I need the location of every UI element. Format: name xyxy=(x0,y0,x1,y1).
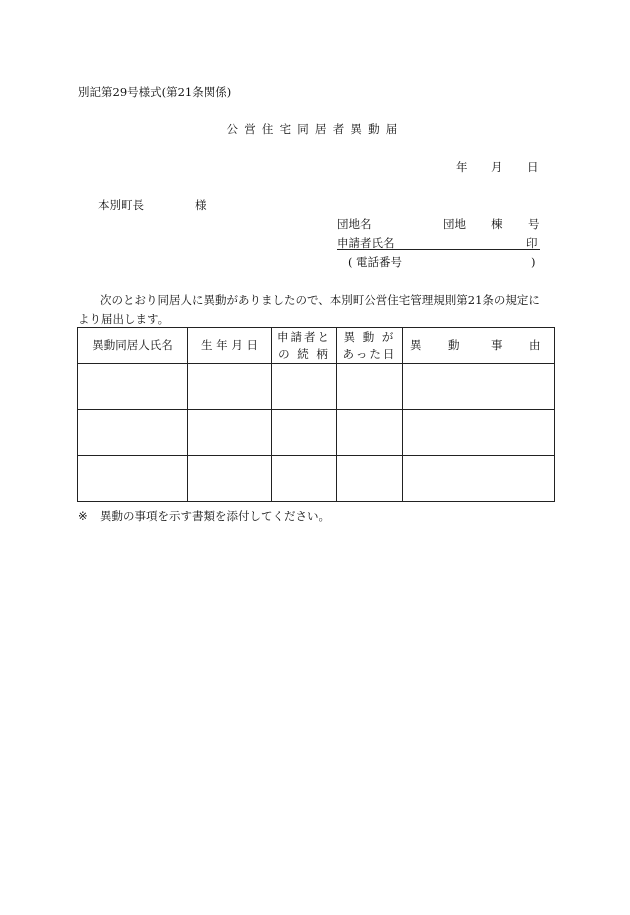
header-birthdate: 生 年 月 日 xyxy=(188,328,272,364)
header-relation xyxy=(272,328,337,364)
note-text: 異動の事項を示す書類を添付してください。 xyxy=(100,509,330,523)
applicant-name-label: 申請者氏名 xyxy=(337,236,395,250)
header-change-date xyxy=(337,328,403,364)
cell-birthdate[interactable] xyxy=(188,456,272,502)
body-text-line1: 次のとおり同居人に異動がありましたので、本別町公営住宅管理規則第21条の規定に xyxy=(100,293,540,307)
header-relation-line1: 申請者と xyxy=(277,330,331,345)
body-text-line2: より届出します。 xyxy=(78,312,170,326)
addressee-name: 本別町長 xyxy=(98,198,144,212)
table-row xyxy=(78,456,555,502)
cell-birthdate[interactable] xyxy=(188,410,272,456)
cell-change-date[interactable] xyxy=(337,456,403,502)
danchi-name-label: 団地名 xyxy=(337,217,372,231)
cell-reason[interactable] xyxy=(403,364,555,410)
header-reason-char: 動 xyxy=(448,338,460,353)
seal-label: 印 xyxy=(526,236,538,250)
phone-number-label: 電話番号 xyxy=(356,255,402,269)
note-mark: ※ xyxy=(78,509,88,523)
unit-number-label: 号 xyxy=(528,217,540,231)
header-reason-char: 異 xyxy=(410,338,422,353)
date-month-label: 月 xyxy=(491,160,503,174)
date-year-label: 年 xyxy=(456,160,468,174)
phone-close-paren: ) xyxy=(531,255,536,269)
cell-reason[interactable] xyxy=(403,456,555,502)
header-reason-char: 由 xyxy=(529,338,541,353)
table-header-row xyxy=(78,328,555,364)
cell-change-date[interactable] xyxy=(337,364,403,410)
phone-open-paren: ( xyxy=(348,255,353,269)
cell-name[interactable] xyxy=(78,410,188,456)
addressee-suffix: 様 xyxy=(195,198,207,212)
cell-name[interactable] xyxy=(78,456,188,502)
table-row xyxy=(78,410,555,456)
cell-relation[interactable] xyxy=(272,456,337,502)
header-relation-line2: の 続 柄 xyxy=(278,346,330,361)
building-label: 棟 xyxy=(491,217,503,231)
header-change-date-line2: あった日 xyxy=(342,346,397,361)
danchi-label: 団地 xyxy=(443,217,466,231)
header-change-date-line1: 異 動 が xyxy=(343,330,396,345)
header-name: 異動同居人氏名 xyxy=(78,328,188,364)
header-reason xyxy=(403,328,555,364)
cell-change-date[interactable] xyxy=(337,410,403,456)
cell-relation[interactable] xyxy=(272,410,337,456)
applicant-underline xyxy=(337,249,540,250)
cell-reason[interactable] xyxy=(403,410,555,456)
form-reference: 別記第29号様式(第21条関係) xyxy=(78,85,232,99)
cell-birthdate[interactable] xyxy=(188,364,272,410)
change-notice-table xyxy=(77,327,555,502)
table-row xyxy=(78,364,555,410)
attachment-note xyxy=(78,511,330,523)
cell-name[interactable] xyxy=(78,364,188,410)
date-day-label: 日 xyxy=(527,160,539,174)
cell-relation[interactable] xyxy=(272,364,337,410)
header-reason-char: 事 xyxy=(491,338,503,353)
page-title: 公営住宅同居者異動届 xyxy=(226,122,404,136)
